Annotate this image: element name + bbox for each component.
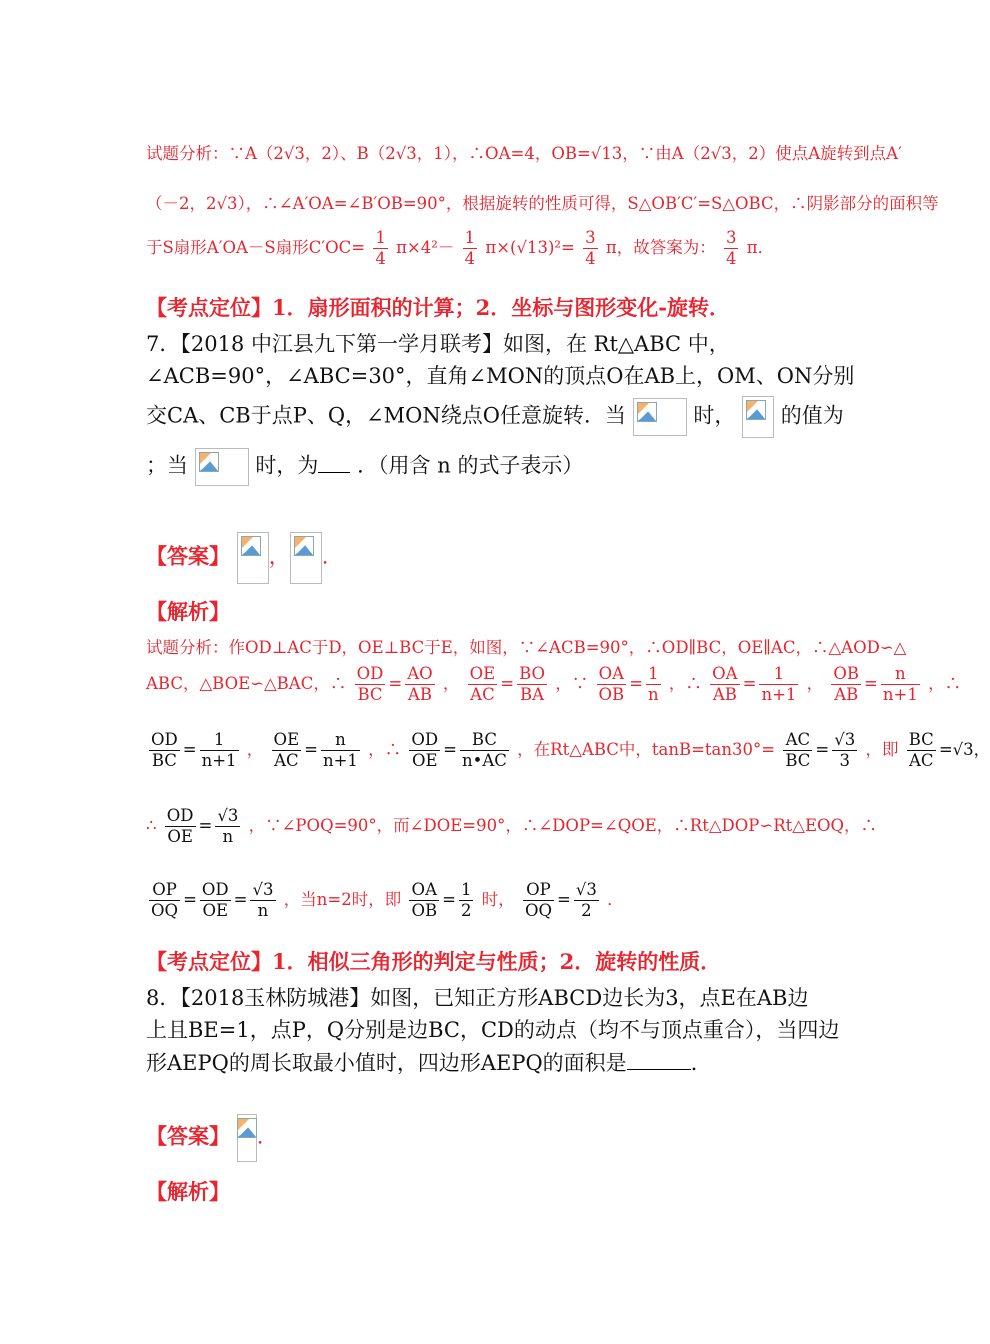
analysis7-l3: $\frac{OD}{BC}$ = $\frac{1}{n+1}$ ， $\frac{OE}{AC}$ = $\frac{n}{n+1}$ ，∴ $\frac{OD}{OE}$ = $\frac{BC}{n•AC}$ ，在Rt△ABC中，tanB=tan30°= $\frac{AC}{BC}$ = $\frac{√3}{3}$ ，即 $\frac{BC}{AC}$ =√3， (151, 730, 990, 770)
jiexi7: 【解析】 (146, 599, 230, 624)
analysis7-l5: $\frac{OP}{OQ}$ = $\frac{OD}{OE}$ = $\frac{√3}{n}$ ，当n=2时，即 $\frac{OA}{OB}$ = $\frac{1}{2}$ 时， $\frac{OP}{OQ}$ = $\frac{√3}{2}$ ． (151, 880, 624, 920)
kaodian6: 【考点定位】1．扇形面积的计算；2．坐标与图形变化-旋转． (146, 295, 730, 320)
jiexi8: 【解析】 (146, 1179, 230, 1204)
formula-image (742, 396, 774, 438)
kaodian7: 【考点定位】1．相似三角形的判定与性质；2．旋转的性质． (146, 949, 722, 974)
formula-image (633, 398, 687, 436)
answer-image (237, 532, 269, 584)
broken-image-icon (199, 452, 219, 472)
q8-line3: 形AEPQ的周长取最小值时，四边形AEPQ的面积是 ． (146, 1051, 712, 1075)
broken-image-icon (241, 536, 261, 556)
answer7: 【答案】 ， . (146, 532, 328, 584)
q7-line4: ；当 时，为 ．（用含 n 的式子表示） (146, 448, 583, 486)
broken-image-icon (746, 400, 766, 420)
q8-line2: 上且BE=1，点P，Q分别是边BC，CD的动点（均不与顶点重合），当四边 (146, 1018, 840, 1042)
analysis6-line3: 于S扇形A′OA－S扇形C′OC= $\frac{1}{4}$ π×4²－ $\frac{1}{4}$ π×(√13)²= $\frac{3}{4}$ π，故答案为： $\frac{3}{4}$ π． (146, 228, 775, 268)
analysis6-line1: 试题分析：∵A（2√3，2）、B（2√3，1），∴OA=4，OB=√13，∵由A（2√3，2）使点A旋转到点A′ (146, 144, 902, 163)
q7-line1: 7．【2018 中江县九下第一学月联考】如图，在 Rt△ABC 中， (146, 332, 730, 356)
broken-image-icon (294, 536, 314, 556)
q7-line3: 交CA、CB于点P、Q，∠MON绕点O任意旋转．当 时， 的值为 (146, 396, 844, 438)
analysis7-l1: 试题分析：作OD⊥AC于D，OE⊥BC于E，如图，∵∠ACB=90°，∴OD∥BC，OE∥AC，∴△AOD∽△ (146, 638, 907, 657)
q7-line2: ∠ACB=90°，∠ABC=30°，直角∠MON的顶点O在AB上，OM、ON分别 (146, 364, 855, 388)
answer-image (237, 1114, 257, 1162)
answer8: 【答案】 . (146, 1114, 263, 1162)
broken-image-icon (237, 1118, 257, 1138)
formula-image (195, 448, 249, 486)
answer-image (290, 532, 322, 584)
broken-image-icon (637, 402, 657, 422)
analysis7-l4: ∴ $\frac{OD}{OE}$ = $\frac{√3}{n}$ ，∵∠POQ=90°，而∠DOE=90°，∴∠DOP=∠QOE，∴Rt△DOP∽Rt△EOQ，∴ (146, 806, 878, 846)
analysis7-l2: ABC，△BOE∽△BAC，∴ $\frac{OD}{BC}$ = $\frac{AO}{AB}$ ， $\frac{OE}{AC}$ = $\frac{BO}{BA}$ ，∵ $\frac{OA}{OB}$ = $\frac{1}{n}$ ，∴ $\frac{OA}{AB}$ = $\frac{1}{n+1}$ ， $\frac{OB}{AB}$ = $\frac{n}{n+1}$ ，∴ (146, 664, 962, 704)
analysis6-line2: （－2，2√3），∴∠A′OA=∠B′OB=90°，根据旋转的性质可得，S△OB′C′=S△OBC，∴阴影部分的面积等 (146, 194, 939, 213)
q8-line1: 8．【2018玉林防城港】如图，已知正方形ABCD边长为3，点E在AB边 (146, 986, 809, 1010)
